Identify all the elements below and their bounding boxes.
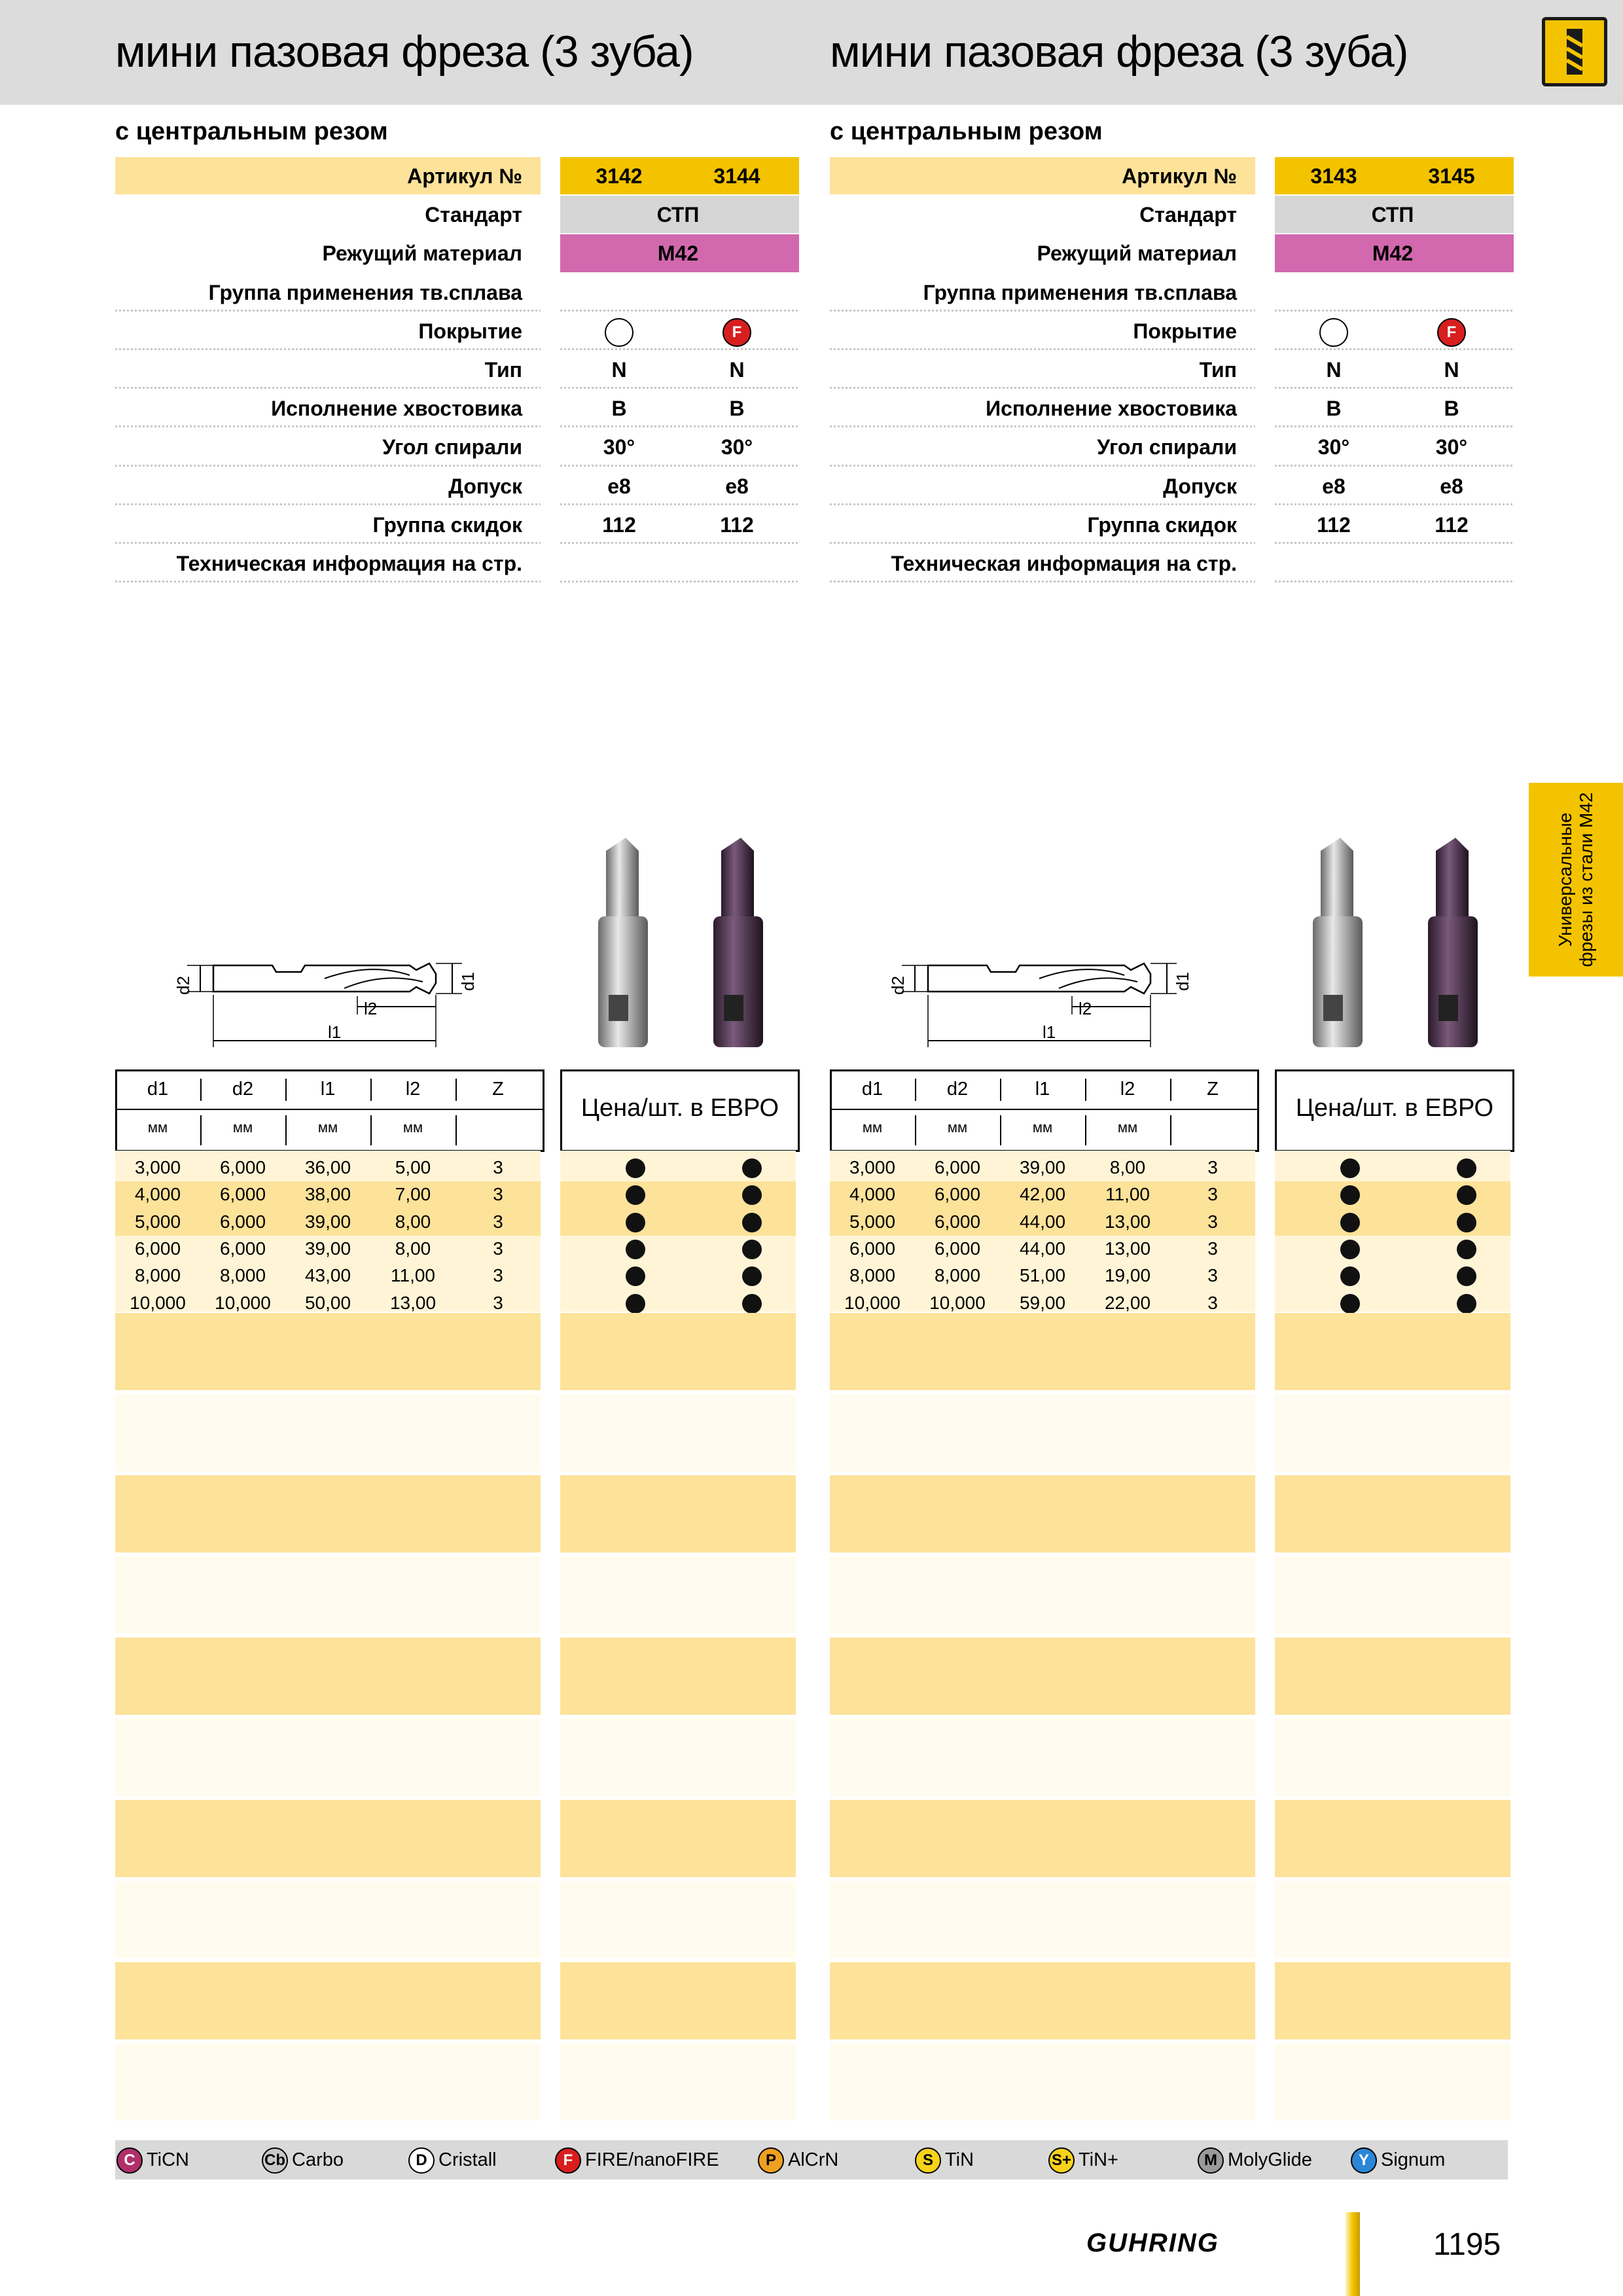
- empty-band: [1275, 1394, 1510, 1471]
- availability-dot[interactable]: [1457, 1213, 1476, 1232]
- page-title-right: мини пазовая фреза (3 зуба): [830, 27, 1408, 77]
- empty-band: [1275, 1556, 1510, 1634]
- category-side-tab[interactable]: [1529, 783, 1623, 977]
- legend-label: FIRE/nanoFIRE: [585, 2149, 719, 2170]
- table-header-1: d2: [946, 1079, 969, 1100]
- empty-band: [560, 1638, 796, 1715]
- drawing-label-d1: d1: [457, 972, 478, 991]
- empty-band: [830, 1313, 1255, 1390]
- spec-discount-col2: 112: [720, 512, 754, 537]
- spec-label-shank: Исполнение хвостовика: [986, 397, 1237, 421]
- spec-discount-col1: 112: [602, 512, 636, 537]
- spec-label-standard: Стандарт: [425, 203, 522, 227]
- table-cell: 3: [1207, 1265, 1218, 1286]
- empty-band: [560, 1719, 796, 1796]
- divider: [1000, 1115, 1001, 1145]
- table-cell: 10,000: [130, 1292, 186, 1313]
- table-cell: 39,00: [1019, 1157, 1066, 1177]
- spec-helix-col2: 30°: [1435, 435, 1468, 459]
- table-header-3: l2: [1120, 1079, 1135, 1100]
- table-cell: 3: [493, 1238, 503, 1259]
- table-unit-0: мм: [147, 1119, 168, 1136]
- table-header-4: Z: [492, 1079, 504, 1100]
- legend-item: [1048, 2147, 1118, 2173]
- empty-band: [115, 1638, 541, 1715]
- spec-standard: СТП: [1371, 203, 1414, 227]
- spec-label-group: Группа применения тв.сплава: [923, 280, 1237, 304]
- table-header-2: l1: [1035, 1079, 1050, 1100]
- spec-type-col1: N: [611, 358, 627, 382]
- spec-type-col2: N: [729, 358, 745, 382]
- table-cell: 59,00: [1019, 1292, 1066, 1313]
- spec-tolerance-col1: e8: [607, 474, 631, 498]
- coating-badge-icon: S: [915, 2147, 941, 2174]
- empty-band: [1275, 1881, 1510, 1958]
- drawing-label-l1: l1: [1043, 1022, 1056, 1042]
- spec-label-helix: Угол спирали: [382, 435, 522, 459]
- table-cell: 10,000: [929, 1292, 986, 1313]
- product-photos: [1301, 825, 1497, 1060]
- availability-dot[interactable]: [626, 1213, 645, 1232]
- empty-band: [115, 1800, 541, 1877]
- divider: [455, 1079, 457, 1101]
- table-cell: 43,00: [304, 1265, 351, 1286]
- empty-band: [1275, 1475, 1510, 1552]
- spec-tolerance-col2: e8: [725, 474, 749, 498]
- availability-dot[interactable]: [626, 1266, 645, 1286]
- fire-badge: F: [722, 318, 751, 347]
- empty-band: [115, 1719, 541, 1796]
- empty-band: [115, 1313, 541, 1390]
- divider: [115, 581, 541, 583]
- empty-band: [1275, 1719, 1510, 1796]
- empty-band: [115, 1475, 541, 1552]
- empty-band: [830, 1719, 1255, 1796]
- availability-dot[interactable]: [742, 1266, 762, 1286]
- divider: [285, 1115, 287, 1145]
- subtitle: с центральным резом: [830, 118, 1103, 145]
- table-unit-2: мм: [317, 1119, 338, 1136]
- table-cell: 6,000: [849, 1238, 896, 1259]
- table-cell: 3: [493, 1211, 503, 1232]
- availability-dot[interactable]: [1457, 1294, 1476, 1314]
- divider: [370, 1079, 372, 1101]
- table-cell: 3: [1207, 1184, 1218, 1205]
- table-cell: 6,000: [219, 1238, 266, 1259]
- table-cell: 44,00: [1019, 1211, 1066, 1232]
- divider: [915, 1115, 916, 1145]
- divider: [830, 581, 1255, 583]
- uncoated-icon: [560, 316, 678, 354]
- table-cell: 13,00: [1104, 1211, 1151, 1232]
- empty-band: [560, 1800, 796, 1877]
- table-cell: 8,000: [219, 1265, 266, 1286]
- side-tab-line2: фрезы из стали M42: [1576, 792, 1596, 967]
- empty-band: [115, 1556, 541, 1634]
- divider: [560, 581, 799, 583]
- table-cell: 6,000: [934, 1157, 981, 1177]
- empty-band: [115, 1962, 541, 2039]
- empty-band: [830, 1556, 1255, 1634]
- legend-label: AlCrN: [788, 2149, 839, 2170]
- table-cell: 10,000: [844, 1292, 901, 1313]
- legend-item: [555, 2147, 719, 2173]
- divider: [1085, 1115, 1086, 1145]
- drawing-label-l2: l2: [1079, 999, 1092, 1018]
- legend-item: [1198, 2147, 1312, 2173]
- divider: [560, 310, 799, 312]
- table-cell: 51,00: [1019, 1265, 1066, 1286]
- divider: [830, 1109, 1259, 1110]
- divider: [115, 425, 541, 427]
- table-cell: 3: [493, 1184, 503, 1205]
- empty-band: [1275, 1638, 1510, 1715]
- table-cell: 3: [1207, 1157, 1218, 1177]
- divider: [115, 310, 541, 312]
- empty-band: [1275, 1962, 1510, 2039]
- table-cell: 13,00: [389, 1292, 437, 1313]
- table-cell: 19,00: [1104, 1265, 1151, 1286]
- divider: [285, 1079, 287, 1101]
- table-cell: 6,000: [934, 1184, 981, 1205]
- table-header-1: d2: [232, 1079, 254, 1100]
- divider: [115, 387, 541, 389]
- price-header: Цена/шт. в ЕВРО: [1295, 1094, 1494, 1122]
- empty-band: [1275, 2043, 1510, 2121]
- divider: [115, 1109, 544, 1110]
- legend-item: [116, 2147, 189, 2173]
- table-cell: 8,00: [395, 1211, 431, 1232]
- table-cell: 6,000: [134, 1238, 181, 1259]
- spec-label-tolerance: Допуск: [448, 474, 522, 498]
- uncoated-icon: [1275, 316, 1393, 354]
- fire-coating-icon: [1393, 316, 1510, 354]
- spec-article-col1[interactable]: 3143: [1310, 164, 1357, 188]
- spec-type-col2: N: [1444, 358, 1459, 382]
- spec-label-type: Тип: [484, 358, 522, 382]
- table-cell: 22,00: [1104, 1292, 1151, 1313]
- coating-badge-icon: S+: [1048, 2147, 1075, 2174]
- table-unit-1: мм: [232, 1119, 253, 1136]
- page-title-left: мини пазовая фреза (3 зуба): [115, 27, 694, 77]
- fire-coating-icon: [678, 316, 796, 354]
- subtitle: с центральным резом: [115, 118, 388, 145]
- divider: [1170, 1115, 1171, 1145]
- drawing-label-d2: d2: [173, 976, 193, 995]
- empty-band: [560, 1962, 796, 2039]
- page-number: 1195: [1433, 2227, 1501, 2262]
- table-cell: 3: [1207, 1292, 1218, 1313]
- table-cell: 42,00: [1019, 1184, 1066, 1205]
- coating-badge-icon: P: [758, 2147, 784, 2174]
- divider: [115, 465, 541, 467]
- table-cell: 10,000: [215, 1292, 271, 1313]
- brand-logo: GUHRING: [1086, 2229, 1219, 2257]
- footer-accent-bar: [1346, 2212, 1360, 2296]
- divider: [1000, 1079, 1001, 1101]
- divider: [115, 503, 541, 505]
- spec-label-discount: Группа скидок: [372, 512, 522, 537]
- table-cell: 6,000: [219, 1211, 266, 1232]
- legend-label: Cristall: [438, 2149, 497, 2170]
- empty-band: [830, 1800, 1255, 1877]
- drill-logo-icon: [1542, 17, 1607, 86]
- table-cell: 4,000: [134, 1184, 181, 1205]
- divider: [115, 348, 541, 350]
- availability-dot[interactable]: [1340, 1240, 1360, 1259]
- availability-dot[interactable]: [626, 1240, 645, 1259]
- availability-dot[interactable]: [626, 1158, 645, 1178]
- table-header-0: d1: [861, 1079, 883, 1100]
- table-header-4: Z: [1207, 1079, 1219, 1100]
- spec-shank-col1: B: [1326, 397, 1342, 421]
- table-unit-1: мм: [947, 1119, 968, 1136]
- empty-band: [1275, 1313, 1510, 1390]
- divider: [1170, 1079, 1171, 1101]
- table-cell: 7,00: [395, 1184, 431, 1205]
- availability-dot[interactable]: [1340, 1294, 1360, 1314]
- availability-dot[interactable]: [1340, 1266, 1360, 1286]
- table-cell: 13,00: [1104, 1238, 1151, 1259]
- coating-legend: [115, 2140, 1508, 2179]
- table-cell: 8,000: [934, 1265, 981, 1286]
- legend-item: [408, 2147, 497, 2173]
- availability-dot[interactable]: [1457, 1158, 1476, 1178]
- coating-badge-icon: Cb: [262, 2147, 288, 2174]
- coating-badge-icon: Y: [1351, 2147, 1377, 2174]
- empty-band: [830, 1475, 1255, 1552]
- table-cell: 11,00: [391, 1265, 435, 1286]
- table-unit-0: мм: [862, 1119, 883, 1136]
- availability-dot[interactable]: [1340, 1213, 1360, 1232]
- product-photos: [586, 825, 783, 1060]
- table-header-2: l1: [320, 1079, 336, 1100]
- table-cell: 3: [493, 1292, 503, 1313]
- table-cell: 3: [1207, 1211, 1218, 1232]
- table-cell: 3: [1207, 1238, 1218, 1259]
- table-unit-3: мм: [1117, 1119, 1138, 1136]
- spec-tolerance-col1: e8: [1322, 474, 1346, 498]
- table-cell: 6,000: [219, 1184, 266, 1205]
- spec-label-material: Режущий материал: [1037, 242, 1237, 266]
- spec-value-bg: [560, 274, 799, 311]
- spec-material: M42: [657, 242, 699, 266]
- divider: [830, 387, 1255, 389]
- empty-band: [115, 1394, 541, 1471]
- coating-badge-icon: D: [408, 2147, 435, 2174]
- availability-dot[interactable]: [742, 1158, 762, 1178]
- availability-dot[interactable]: [742, 1294, 762, 1314]
- price-header: Цена/шт. в ЕВРО: [580, 1094, 779, 1122]
- table-cell: 36,00: [304, 1157, 351, 1177]
- coating-badge-icon: F: [555, 2147, 581, 2174]
- availability-dot[interactable]: [742, 1240, 762, 1259]
- empty-band: [830, 2043, 1255, 2121]
- legend-label: TiCN: [147, 2149, 189, 2170]
- spec-label-discount: Группа скидок: [1087, 512, 1237, 537]
- availability-dot[interactable]: [1457, 1266, 1476, 1286]
- table-cell: 4,000: [849, 1184, 896, 1205]
- table-cell: 3,000: [849, 1157, 896, 1177]
- spec-tolerance-col2: e8: [1440, 474, 1463, 498]
- spec-label-shank: Исполнение хвостовика: [271, 397, 522, 421]
- divider: [1085, 1079, 1086, 1101]
- divider: [200, 1115, 202, 1145]
- spec-label-material: Режущий материал: [322, 242, 522, 266]
- legend-item: [915, 2147, 974, 2173]
- spec-type-col1: N: [1326, 358, 1342, 382]
- table-cell: 38,00: [304, 1184, 351, 1205]
- drawing-label-d2: d2: [887, 976, 908, 995]
- table-cell: 8,00: [395, 1238, 431, 1259]
- spec-value-bg: [560, 545, 799, 582]
- legend-item: [1351, 2147, 1445, 2173]
- legend-label: MolyGlide: [1228, 2149, 1312, 2170]
- divider: [830, 542, 1255, 544]
- table-cell: 50,00: [304, 1292, 351, 1313]
- divider: [1275, 310, 1514, 312]
- spec-article-col2[interactable]: 3145: [1428, 164, 1475, 188]
- table-cell: 6,000: [934, 1211, 981, 1232]
- table-cell: 8,000: [134, 1265, 181, 1286]
- divider: [830, 503, 1255, 505]
- divider: [830, 425, 1255, 427]
- spec-material: M42: [1372, 242, 1414, 266]
- table-unit-3: мм: [402, 1119, 423, 1136]
- availability-dot[interactable]: [1340, 1158, 1360, 1178]
- table-cell: 6,000: [219, 1157, 266, 1177]
- table-cell: 5,000: [134, 1211, 181, 1232]
- empty-band: [560, 1556, 796, 1634]
- spec-article-col2[interactable]: 3144: [713, 164, 760, 188]
- empty-band: [115, 1881, 541, 1958]
- spec-shank-col2: B: [729, 397, 745, 421]
- drawing-label-l2: l2: [364, 999, 378, 1018]
- availability-dot[interactable]: [742, 1213, 762, 1232]
- availability-dot[interactable]: [1457, 1240, 1476, 1259]
- divider: [830, 348, 1255, 350]
- spec-shank-col1: B: [611, 397, 627, 421]
- spec-label-type: Тип: [1199, 358, 1237, 382]
- drawing-label-d1: d1: [1172, 972, 1192, 991]
- table-cell: 6,000: [934, 1238, 981, 1259]
- divider: [455, 1115, 457, 1145]
- spec-helix-col1: 30°: [603, 435, 635, 459]
- spec-discount-col1: 112: [1317, 512, 1351, 537]
- spec-standard: СТП: [656, 203, 700, 227]
- legend-item: [262, 2147, 344, 2173]
- table-cell: 5,000: [849, 1211, 896, 1232]
- coating-badge-icon: C: [116, 2147, 143, 2174]
- table-cell: 8,000: [849, 1265, 896, 1286]
- spec-value-bg: [1275, 545, 1514, 582]
- empty-band: [1275, 1800, 1510, 1877]
- empty-band: [830, 1638, 1255, 1715]
- spec-discount-col2: 112: [1435, 512, 1469, 537]
- spec-helix-col1: 30°: [1317, 435, 1350, 459]
- spec-label-group: Группа применения тв.сплава: [208, 280, 522, 304]
- coating-badge-icon: M: [1198, 2147, 1224, 2174]
- empty-band: [830, 1394, 1255, 1471]
- empty-band: [560, 1313, 796, 1390]
- spec-helix-col2: 30°: [721, 435, 753, 459]
- divider: [915, 1079, 916, 1101]
- empty-band: [560, 2043, 796, 2121]
- spec-label-coating: Покрытие: [418, 319, 522, 343]
- legend-label: Signum: [1381, 2149, 1446, 2170]
- spec-label-techinfo: Техническая информация на стр.: [891, 552, 1237, 575]
- divider: [115, 542, 541, 544]
- spec-value-bg: [1275, 274, 1514, 311]
- fire-badge: F: [1437, 318, 1466, 347]
- table-cell: 44,00: [1019, 1238, 1066, 1259]
- divider: [370, 1115, 372, 1145]
- empty-band: [115, 2043, 541, 2121]
- empty-band: [560, 1881, 796, 1958]
- spec-shank-col2: B: [1444, 397, 1459, 421]
- table-cell: 5,00: [395, 1157, 431, 1177]
- spec-label-techinfo: Техническая информация на стр.: [176, 552, 522, 575]
- side-tab-line1: Универсальные: [1555, 812, 1575, 947]
- table-header-3: l2: [405, 1079, 421, 1100]
- spec-label-article: Артикул №: [407, 164, 522, 188]
- spec-article-col1[interactable]: 3142: [596, 164, 643, 188]
- divider: [1275, 581, 1514, 583]
- table-cell: 11,00: [1105, 1184, 1150, 1205]
- legend-item: [758, 2147, 838, 2173]
- table-header-0: d1: [147, 1079, 169, 1100]
- table-cell: 39,00: [304, 1211, 351, 1232]
- spec-label-article: Артикул №: [1122, 164, 1237, 188]
- drawing-label-l1: l1: [328, 1022, 342, 1042]
- table-cell: 8,00: [1109, 1157, 1146, 1177]
- empty-band: [560, 1394, 796, 1471]
- legend-label: TiN+: [1079, 2149, 1118, 2170]
- spec-label-helix: Угол спирали: [1097, 435, 1237, 459]
- legend-label: Carbo: [292, 2149, 344, 2170]
- availability-dot[interactable]: [626, 1294, 645, 1314]
- empty-band: [830, 1962, 1255, 2039]
- empty-band: [560, 1475, 796, 1552]
- spec-label-coating: Покрытие: [1133, 319, 1237, 343]
- divider: [200, 1079, 202, 1101]
- table-unit-2: мм: [1032, 1119, 1053, 1136]
- table-cell: 3,000: [134, 1157, 181, 1177]
- spec-label-tolerance: Допуск: [1163, 474, 1237, 498]
- table-cell: 3: [493, 1157, 503, 1177]
- spec-label-standard: Стандарт: [1139, 203, 1237, 227]
- table-cell: 3: [493, 1265, 503, 1286]
- divider: [830, 310, 1255, 312]
- legend-label: TiN: [945, 2149, 974, 2170]
- empty-band: [830, 1881, 1255, 1958]
- table-cell: 39,00: [304, 1238, 351, 1259]
- divider: [830, 465, 1255, 467]
